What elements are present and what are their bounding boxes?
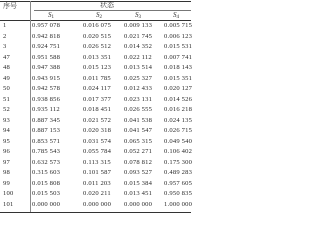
row-index: 100 (3, 190, 14, 197)
header-s1: $S_1$ (48, 11, 54, 20)
cell-s1: 0.942 578 (32, 85, 61, 92)
cell-s3: 0.015 384 (124, 179, 153, 187)
row-index: 2 (3, 32, 7, 40)
cell-s2: 0.000 000 (83, 200, 112, 208)
cell-s3: 0.025 327 (124, 74, 153, 82)
cell-s4: 0.026 715 (164, 127, 193, 134)
cell-s2: 0.101 587 (83, 169, 112, 176)
cell-s2: 0.113 315 (83, 158, 111, 166)
row-index: 95 (3, 137, 10, 145)
row-index: 99 (3, 179, 10, 187)
cell-s4: 0.024 135 (164, 116, 193, 124)
cell-s4: 0.005 715 (164, 22, 193, 29)
cell-s1: 0.887 345 (32, 116, 61, 124)
row-index: 98 (3, 169, 10, 176)
cell-s3: 0.041 538 (124, 116, 153, 124)
bottom-rule (0, 212, 191, 213)
cell-s4: 0.020 127 (164, 85, 193, 92)
header-s3: $S_3$ (135, 11, 141, 20)
cell-s4: 0.957 605 (164, 179, 193, 187)
cell-s2: 0.024 117 (83, 85, 111, 92)
row-index: 93 (3, 116, 10, 124)
header-index: 序号 (3, 2, 17, 10)
cell-s2: 0.013 351 (83, 53, 112, 61)
row-index: 48 (3, 64, 10, 71)
row-index: 3 (3, 43, 7, 50)
cell-s3: 0.078 812 (124, 158, 153, 166)
cell-s2: 0.020 211 (83, 190, 111, 197)
cell-s1: 0.632 573 (32, 158, 61, 166)
cell-s4: 0.014 526 (164, 95, 193, 103)
cell-s3: 0.013 451 (124, 190, 153, 197)
cell-s3: 0.023 131 (124, 95, 153, 103)
cell-s1: 0.951 588 (32, 53, 61, 61)
cell-s3: 0.093 527 (124, 169, 153, 176)
cell-s2: 0.015 123 (83, 64, 112, 71)
cell-s1: 0.938 856 (32, 95, 61, 103)
cell-s4: 1.000 000 (164, 200, 193, 208)
cell-s1: 0.924 751 (32, 43, 61, 50)
cell-s1: 0.887 153 (32, 127, 61, 134)
row-index: 1 (3, 22, 7, 29)
row-index: 51 (3, 95, 10, 103)
cell-s1: 0.943 915 (32, 74, 61, 82)
cell-s2: 0.011 785 (83, 74, 111, 82)
cell-s1: 0.853 571 (32, 137, 61, 145)
header-group: 状态 (100, 1, 114, 9)
cell-s3: 0.000 000 (124, 200, 153, 208)
cell-s4: 0.489 283 (164, 169, 193, 176)
cell-s2: 0.011 203 (83, 179, 111, 187)
cell-s2: 0.026 512 (83, 43, 112, 50)
cell-s1: 0.000 000 (32, 200, 61, 208)
cell-s3: 0.065 315 (124, 137, 153, 145)
cell-s2: 0.031 574 (83, 137, 112, 145)
row-index: 47 (3, 53, 10, 61)
row-index: 50 (3, 85, 10, 92)
cell-s4: 0.950 835 (164, 190, 193, 197)
row-index: 94 (3, 127, 10, 134)
row-index: 52 (3, 106, 10, 113)
cell-s3: 0.021 745 (124, 32, 153, 40)
cell-s4: 0.006 123 (164, 32, 193, 40)
cell-s3: 0.013 514 (124, 64, 153, 71)
row-index: 101 (3, 200, 14, 208)
cell-s3: 0.009 133 (124, 22, 153, 29)
cell-s1: 0.785 543 (32, 148, 61, 155)
cell-s1: 0.315 603 (32, 169, 61, 176)
cell-s2: 0.018 451 (83, 106, 112, 113)
cell-s2: 0.021 572 (83, 116, 112, 124)
cell-s4: 0.016 218 (164, 106, 193, 113)
cell-s1: 0.935 112 (32, 106, 60, 113)
header-s4: $S_4$ (173, 11, 179, 20)
cell-s1: 0.942 818 (32, 32, 61, 40)
top-rule (0, 1, 191, 2)
cell-s4: 0.175 300 (164, 158, 193, 166)
cell-s3: 0.041 547 (124, 127, 153, 134)
cell-s4: 0.015 351 (164, 74, 193, 82)
cell-s4: 0.106 402 (164, 148, 193, 155)
cell-s3: 0.022 112 (124, 53, 152, 61)
group-rule (34, 10, 191, 11)
cell-s1: 0.957 078 (32, 22, 61, 29)
cell-s1: 0.015 808 (32, 179, 61, 187)
cell-s3: 0.026 555 (124, 106, 153, 113)
column-divider (30, 1, 31, 212)
row-index: 96 (3, 148, 10, 155)
cell-s4: 0.018 143 (164, 64, 193, 71)
cell-s4: 0.049 540 (164, 137, 193, 145)
cell-s2: 0.016 075 (83, 22, 112, 29)
cell-s4: 0.015 531 (164, 43, 193, 50)
header-s2: $S_2$ (96, 11, 102, 20)
cell-s2: 0.017 377 (83, 95, 112, 103)
cell-s2: 0.020 515 (83, 32, 112, 40)
cell-s2: 0.020 318 (83, 127, 112, 134)
cell-s4: 0.007 741 (164, 53, 193, 61)
cell-s3: 0.014 352 (124, 43, 153, 50)
cell-s1: 0.947 388 (32, 64, 61, 71)
cell-s3: 0.012 433 (124, 85, 153, 92)
cell-s1: 0.015 503 (32, 190, 61, 197)
cell-s2: 0.055 784 (83, 148, 112, 155)
cell-s3: 0.052 271 (124, 148, 153, 155)
row-index: 49 (3, 74, 10, 82)
row-index: 97 (3, 158, 10, 166)
